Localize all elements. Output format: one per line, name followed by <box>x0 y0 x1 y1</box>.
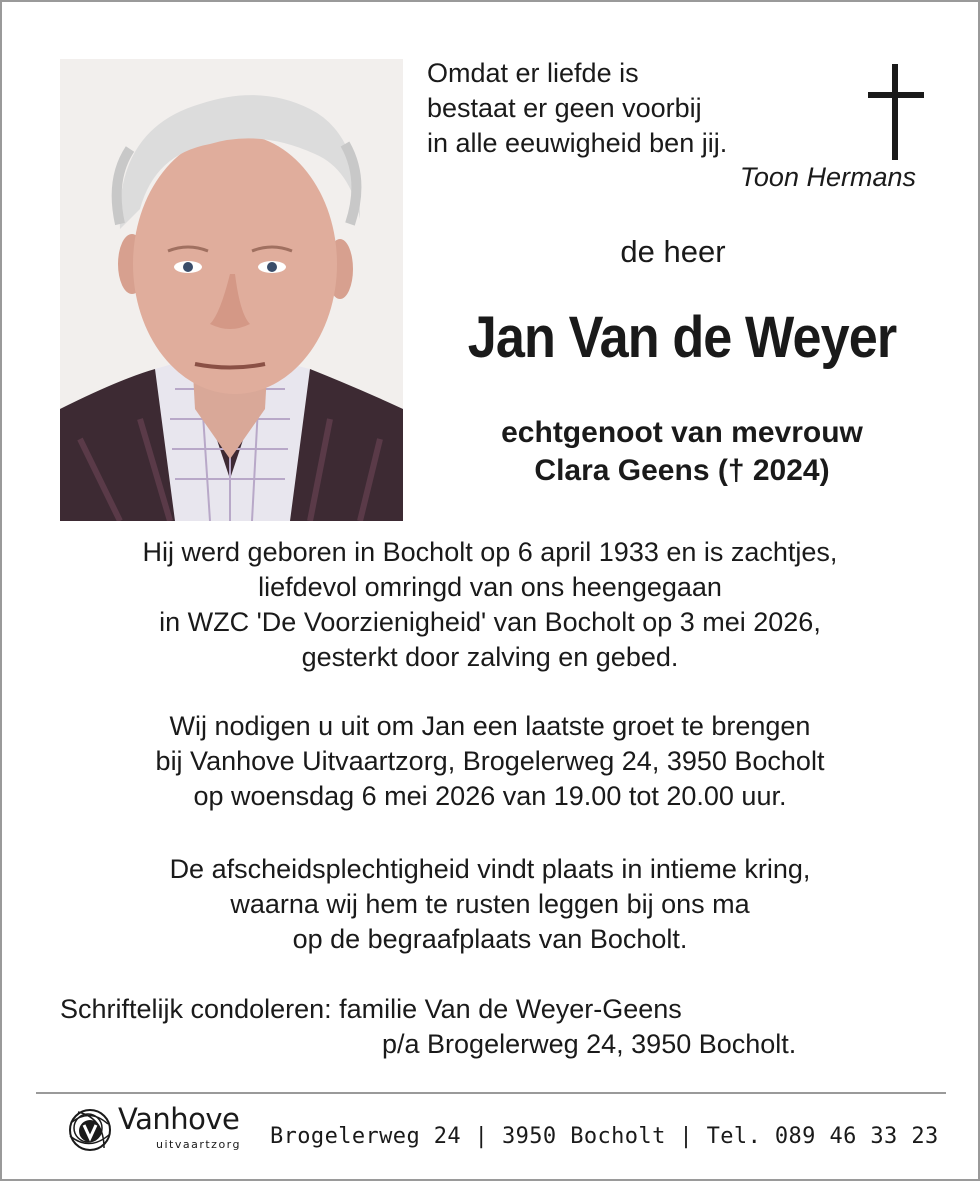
paragraph-line: in WZC 'De Voorzienigheid' van Bocholt op 3 mei 2026, <box>159 607 821 637</box>
spouse-line-1: echtgenoot van mevrouw <box>501 416 863 449</box>
portrait-photo <box>60 59 403 521</box>
deceased-name: Jan Van de Weyer <box>467 305 897 370</box>
logo-subtitle: uitvaartzorg <box>156 1138 241 1151</box>
condolence-line-1: Schriftelijk condoleren: familie Van de Weyer-Geens <box>60 994 682 1024</box>
paragraph-line: gesterkt door zalving en gebed. <box>301 642 679 672</box>
portrait-illustration <box>60 59 403 521</box>
paragraph-line: op de begraafplaats van Bocholt. <box>292 924 688 954</box>
footer-divider <box>36 1092 946 1094</box>
footer-address: Brogelerweg 24 | 3950 Bocholt | Tel. 089 46 33 23 <box>270 1124 939 1149</box>
cross-icon <box>868 64 924 160</box>
spouse-info <box>422 414 942 490</box>
vanhove-logo <box>64 1102 264 1162</box>
poem-line: bestaat er geen voorbij <box>427 93 702 123</box>
salutation: de heer <box>620 234 726 269</box>
paragraph-line: Wij nodigen u uit om Jan een laatste groet te brengen <box>169 711 811 741</box>
paragraph-visitation <box>2 709 978 814</box>
paragraph-line: op woensdag 6 mei 2026 van 19.00 tot 20.00 uur. <box>193 781 787 811</box>
paragraph-line: bij Vanhove Uitvaartzorg, Brogelerweg 24, 3950 Bocholt <box>155 746 825 776</box>
poem-author: Toon Hermans <box>739 162 916 192</box>
poem-line: Omdat er liefde is <box>427 58 639 88</box>
paragraph-line: Hij werd geboren in Bocholt op 6 april 1933 en is zachtjes, <box>142 537 838 567</box>
logo-name: Vanhove <box>118 1102 240 1136</box>
paragraph-line: waarna wij hem te rusten leggen bij ons ma <box>230 889 750 919</box>
condolence-line-2: p/a Brogelerweg 24, 3950 Bocholt. <box>382 1029 797 1059</box>
poem-line: in alle eeuwigheid ben jij. <box>427 128 728 158</box>
paragraph-ceremony <box>2 852 978 957</box>
poem <box>427 56 727 161</box>
paragraph-birth-death <box>2 535 978 675</box>
spouse-line-2: Clara Geens († 2024) <box>534 454 830 487</box>
vanhove-logo-icon <box>64 1104 116 1156</box>
paragraph-line: liefdevol omringd van ons heengegaan <box>258 572 722 602</box>
paragraph-line: De afscheidsplechtigheid vindt plaats in intieme kring, <box>169 854 811 884</box>
